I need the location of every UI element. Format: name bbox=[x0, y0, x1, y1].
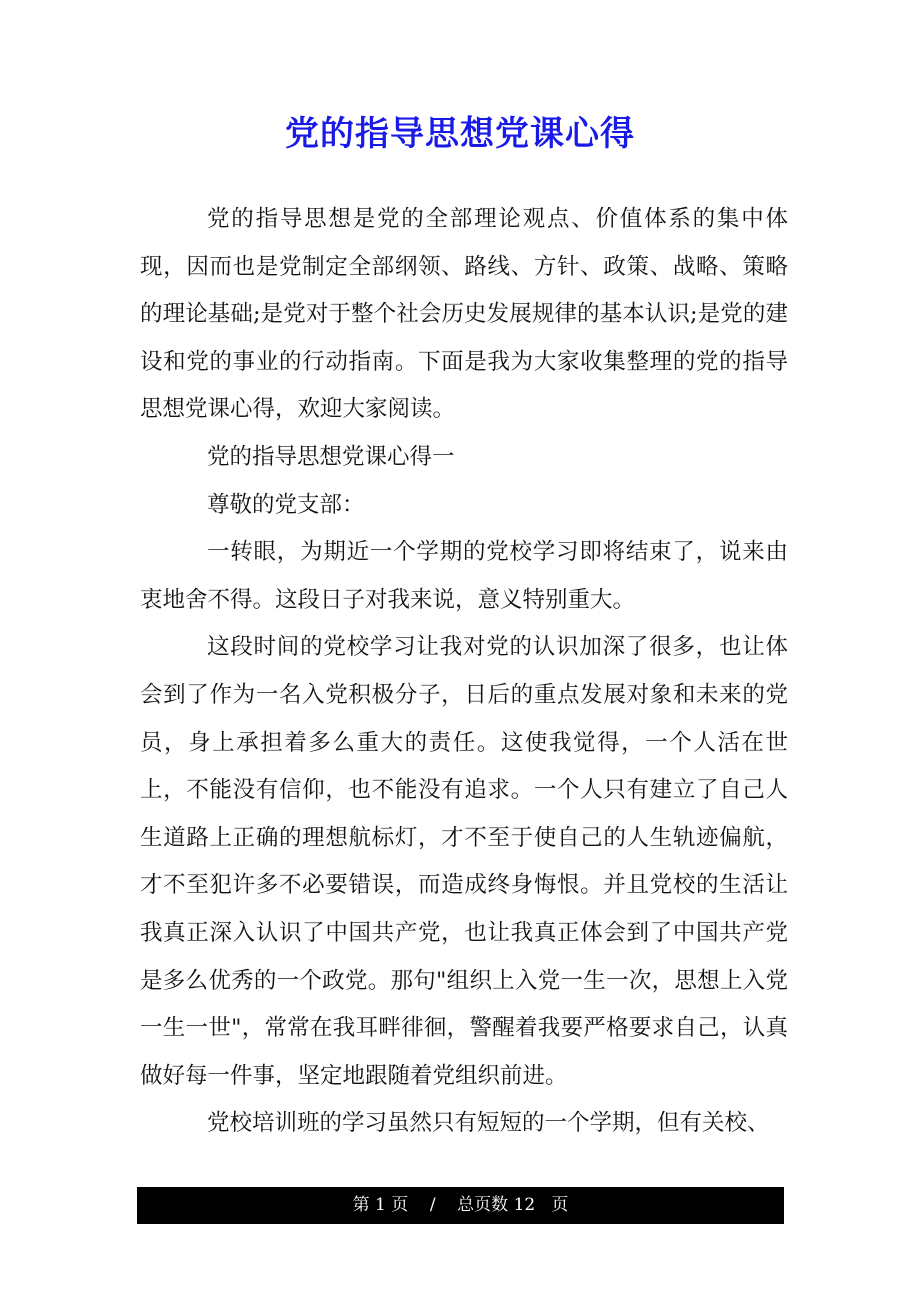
salutation: 尊敬的党支部： bbox=[207, 491, 365, 518]
document-body bbox=[140, 196, 788, 1148]
intro-paragraph: 党的指导思想是党的全部理论观点、价值体系的集中体现，因而也是党制定全部纲领、路线、方针、政策、战略、策略的理论基础;是党对于整个社会历史发展规律的基本认识;是党的建设和党的事业的行动指南。下面是我为大家收集整理的党的指导思想党课心得，欢迎大家阅读。 bbox=[140, 206, 788, 423]
body-paragraph: 这段时间的党校学习让我对党的认识加深了很多，也让体会到了作为一名入党积极分子，日后的重点发展对象和未来的党员，身上承担着多么重大的责任。这使我觉得，一个人活在世上，不能没有信仰，也不能没有追求。一个人只有建立了自己人生道路上正确的理想航标灯，才不至于使自己的人生轨迹偏航，才不至犯许多不必要错误，而造成终身悔恨。并且党校的生活让我真正深入认识了中国共产党，也让我真正体会到了中国共产党是多么优秀的一个政党。那句"组织上入党一生一次，思想上入党一生一世"，常常在我耳畔徘徊，警醒着我要严格要求自己，认真做好每一件事，坚定地跟随着党组织前进。 bbox=[140, 634, 788, 1089]
body-paragraph: 一转眼，为期近一个学期的党校学习即将结束了，说来由衷地舍不得。这段日子对我来说，意义特别重大。 bbox=[140, 539, 788, 613]
section-heading: 党的指导思想党课心得一 bbox=[207, 443, 455, 470]
body-paragraph: 党校培训班的学习虽然只有短短的一个学期，但有关校、 bbox=[207, 1110, 770, 1137]
page-footer: 第 1 页 / 总页数 12 页 bbox=[137, 1187, 784, 1224]
document-title: 党的指导思想党课心得 bbox=[285, 114, 635, 154]
